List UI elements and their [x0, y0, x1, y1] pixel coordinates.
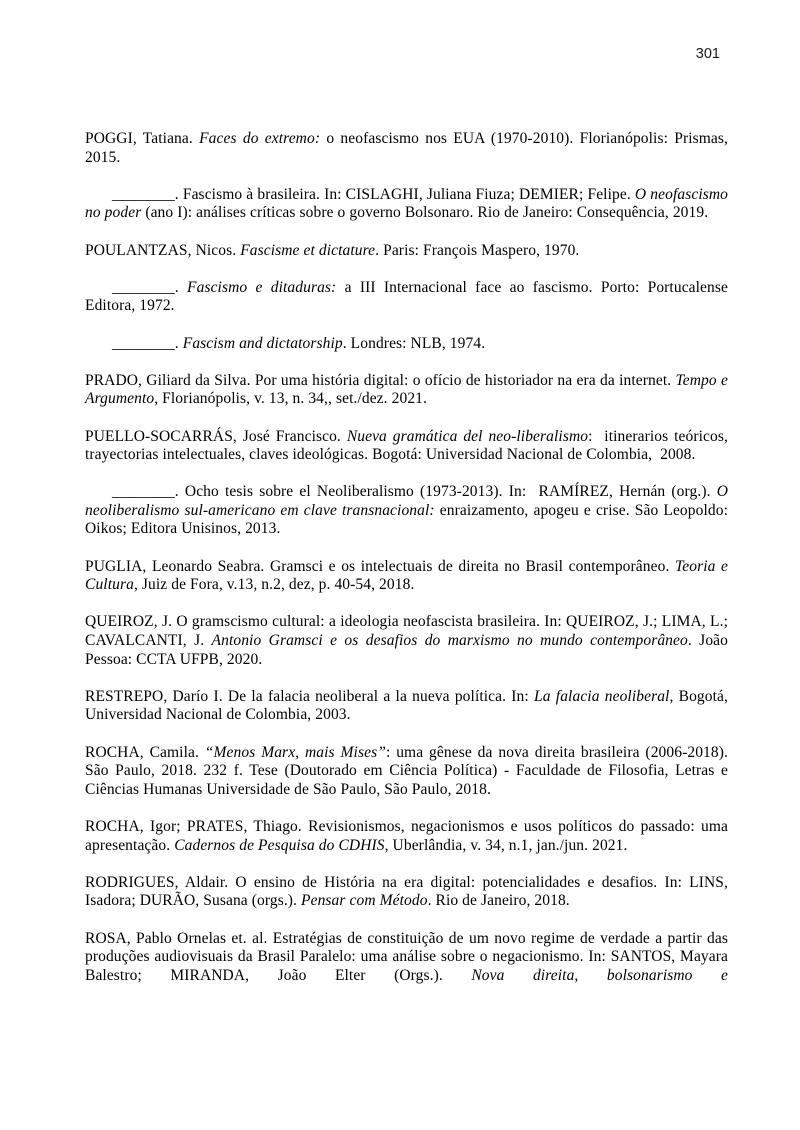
reference-text: . João Pessoa: CCTA UFPB, 2020. — [85, 632, 728, 668]
reference-entry — [85, 483, 728, 539]
reference-text: POULANTZAS, Nicos. — [85, 241, 241, 259]
reference-text: , Juiz de Fora, v.13, n.2, dez, p. 40-54, 2018. — [133, 576, 415, 594]
reference-entry — [85, 558, 728, 595]
reference-text: POGGI, Tatiana. — [85, 130, 200, 147]
reference-entry — [85, 372, 728, 409]
reference-title-italic: Cadernos de Pesquisa do CDHIS — [174, 836, 385, 854]
reference-entry — [85, 613, 728, 669]
page-number: 301 — [695, 46, 720, 62]
reference-entry — [85, 279, 728, 316]
reference-title-italic: La falacia neoliberal — [534, 687, 670, 705]
reference-text: : uma gênese da nova direita brasileira (2006-2018). São Paulo, 2018. 232 f. Tese (Doutorado em Ciência Política) - Faculdade de Filosofia, Letras e Ciências Humanas Universidade de São Paulo, São Paulo, 2018. — [85, 743, 728, 798]
reference-title-italic: Fascisme et dictature — [240, 241, 376, 259]
reference-entry — [85, 688, 728, 725]
reference-title-italic: Pensar com Método — [301, 892, 428, 910]
reference-text: a III Internacional face ao fascismo. Porto: Portucalense Editora, 1972. — [85, 278, 728, 315]
reference-entry — [85, 242, 728, 261]
reference-text: ________. — [112, 334, 183, 352]
reference-entry — [85, 818, 728, 855]
reference-text: . Paris: François Maspero, 1970. — [375, 241, 580, 259]
reference-text: , Uberlândia, v. 34, n.1, jan./jun. 2021. — [384, 836, 628, 854]
reference-entry — [85, 335, 728, 354]
reference-text: ROSA, Pablo Ornelas et. al. Estratégias de constituição de um novo regime de verdade a partir das produções audiovisuais da Brasil Paralelo: uma análise sobre o negacionismo. In: SANTOS, Mayara Balestro; MIRANDA, João Elter (Orgs.). — [85, 929, 728, 984]
reference-text: ________. — [112, 278, 188, 296]
reference-text: ROCHA, Igor; PRATES, Thiago. Revisionismos, negacionismos e usos políticos do passado: uma apresentação. — [85, 817, 728, 854]
reference-text: , Bogotá, Universidad Nacional de Colombia, 2003. — [85, 687, 728, 724]
reference-title-italic: Nova direita, bolsonarismo e — [471, 966, 728, 984]
reference-title-italic: O neoliberalismo sul-americano em clave transnacional: — [85, 483, 728, 519]
reference-title-italic: Fascismo e ditaduras: — [187, 278, 337, 296]
reference-title-italic: Nueva gramática del neo-liberalismo — [346, 427, 589, 445]
reference-text: enraizamento, apogeu e crise. São Leopoldo: Oikos; Editora Unisinos, 2013. — [85, 501, 728, 538]
reference-text: ________. Ocho tesis sobre el Neoliberalismo (1973-2013). In: RAMÍREZ, Hernán (org.). — [112, 483, 717, 501]
reference-text: , Florianópolis, v. 13, n. 34,, set./dez. 2021. — [154, 390, 427, 408]
references-list — [85, 130, 728, 1004]
reference-text: RODRIGUES, Aldair. O ensino de História na era digital: potencialidades e desafios. In: LINS, Isadora; DURÃO, Susana (orgs.). — [85, 873, 728, 910]
reference-text: . Rio de Janeiro, 2018. — [427, 892, 570, 910]
reference-text: o neofascismo nos EUA (1970-2010). Florianópolis: Prismas, 2015. — [85, 130, 728, 166]
reference-title-italic: Antonio Gramsci e os desafios do marxismo no mundo contemporâneo — [211, 632, 688, 650]
reference-entry — [85, 186, 728, 223]
reference-text: RESTREPO, Darío I. De la falacia neoliberal a la nueva política. In: — [85, 687, 535, 705]
reference-title-italic: Faces do extremo: — [199, 130, 321, 147]
reference-title-italic: Teoria e Cultura — [85, 557, 728, 594]
reference-text: : itinerarios teóricos, trayectorias intelectuales, claves ideológicas. Bogotá: Universidad Nacional de Colombia, 2008. — [85, 427, 728, 464]
reference-text: . Londres: NLB, 1974. — [342, 334, 486, 352]
reference-text: PRADO, Giliard da Silva. Por uma história digital: o ofício de historiador na era da internet. — [85, 371, 676, 389]
reference-title-italic: O neofascismo no poder — [85, 185, 728, 222]
reference-title-italic: Tempo e Argumento — [85, 371, 728, 408]
reference-entry — [85, 428, 728, 465]
reference-entry — [85, 744, 728, 800]
reference-entry — [85, 930, 728, 986]
reference-title-italic: Fascism and dictatorship — [182, 334, 343, 352]
reference-text: ROCHA, Camila. — [85, 743, 205, 761]
reference-text: PUELLO-SOCARRÁS, José Francisco. — [85, 427, 347, 445]
reference-text: PUGLIA, Leonardo Seabra. Gramsci e os intelectuais de direita no Brasil contemporâneo. — [85, 557, 675, 575]
reference-entry — [85, 130, 728, 167]
reference-entry — [85, 874, 728, 911]
reference-text: ________. Fascismo à brasileira. In: CISLAGHI, Juliana Fiuza; DEMIER; Felipe. — [112, 185, 635, 203]
reference-title-italic: “Menos Marx, mais Mises” — [204, 743, 386, 761]
reference-text: QUEIROZ, J. O gramscismo cultural: a ideologia neofascista brasileira. In: QUEIROZ, J.; LIMA, L.; CAVALCANTI, J. — [85, 613, 728, 650]
reference-text: (ano I): análises críticas sobre o governo Bolsonaro. Rio de Janeiro: Consequência, 2019. — [141, 204, 709, 222]
